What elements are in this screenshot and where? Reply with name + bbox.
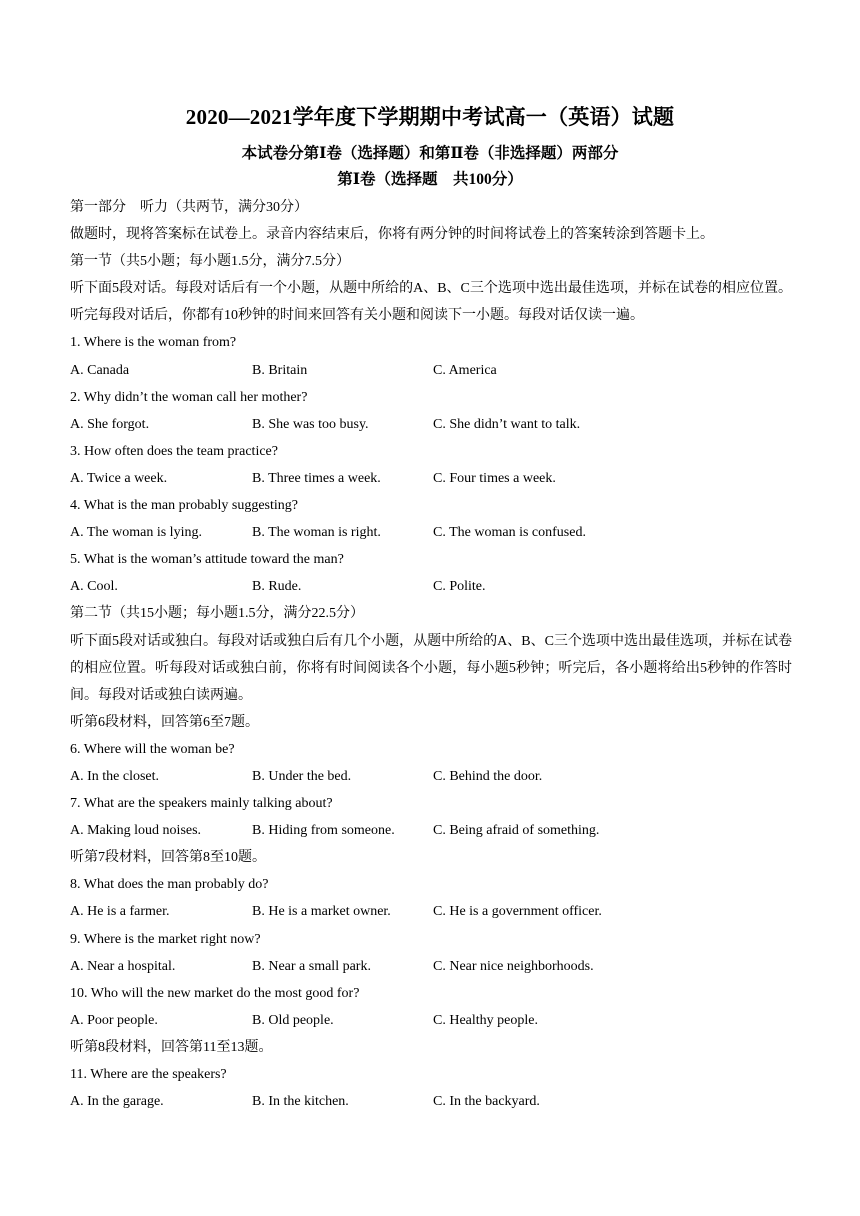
question-stem: 6. Where will the woman be? <box>70 741 235 757</box>
question-options <box>70 1007 792 1034</box>
option-c: C. Near nice neighborhoods. <box>433 958 594 974</box>
question-options <box>70 763 792 790</box>
material-note: 听第6段材料，回答第6至7题。 <box>70 714 259 730</box>
option-a: A. Making loud noises. <box>70 823 202 839</box>
question-options <box>70 411 792 438</box>
option-b: B. Near a small park. <box>252 958 371 974</box>
option-c: C. He is a government officer. <box>433 904 602 920</box>
question-stem: 3. How often does the team practice? <box>70 443 278 459</box>
question-stem: 7. What are the speakers mainly talking about? <box>70 796 333 812</box>
option-c: C. In the backyard. <box>433 1094 540 1110</box>
material-note: 听第8段材料，回答第11至13题。 <box>70 1039 273 1055</box>
question-options <box>70 357 792 384</box>
part1-instruction: 做题时，现将答案标在试卷上。录音内容结束后，你将有两分钟的时间将试卷上的答案转涂到答题卡上。 <box>70 227 714 243</box>
question-options <box>70 953 792 980</box>
exam-body <box>70 194 792 1115</box>
question-options <box>70 817 792 844</box>
option-c: C. The woman is confused. <box>433 525 586 541</box>
question-stem: 10. Who will the new market do the most good for? <box>70 985 360 1001</box>
option-b: B. Britain <box>252 362 308 378</box>
question-stem: 1. Where is the woman from? <box>70 335 237 351</box>
section2-heading: 第二节（共15小题；每小题1.5分，满分22.5分） <box>70 606 364 622</box>
option-a: A. He is a farmer. <box>70 904 170 920</box>
option-c: C. Being afraid of something. <box>433 823 600 839</box>
question-options <box>70 465 792 492</box>
question-stem: 4. What is the man probably suggesting? <box>70 498 298 514</box>
option-b: B. Rude. <box>252 579 302 595</box>
exam-title: 2020—2021学年度下学期期中考试高一（英语）试题 <box>185 105 675 129</box>
option-a: A. Near a hospital. <box>70 958 176 974</box>
option-a: A. Cool. <box>70 579 118 595</box>
option-b: B. Under the bed. <box>252 768 352 784</box>
option-c: C. She didn’t want to talk. <box>433 416 581 432</box>
option-a: A. Poor people. <box>70 1012 158 1028</box>
question-stem: 2. Why didn’t the woman call her mother? <box>70 389 308 405</box>
question-stem: 11. Where are the speakers? <box>70 1067 227 1082</box>
question-options <box>70 519 792 546</box>
question-stem: 9. Where is the market right now? <box>70 931 261 947</box>
volume-heading: 第Ⅰ卷（选择题 共100分） <box>337 171 523 188</box>
question-options <box>70 898 792 925</box>
option-c: C. America <box>433 362 497 378</box>
option-a: A. In the garage. <box>70 1094 164 1110</box>
option-a: A. The woman is lying. <box>70 525 202 541</box>
question-stem: 5. What is the woman’s attitude toward the man? <box>70 552 344 568</box>
section1-instruction: 听下面5段对话。每段对话后有一个小题，从题中所给的A、B、C三个选项中选出最佳选项，并标在试卷的相应位置。听完每段对话后，你都有10秒钟的时间来回答有关小题和阅读下一小题。每段对话仅读一遍。 <box>70 281 792 324</box>
question-options <box>70 573 792 600</box>
section2-instruction: 听下面5段对话或独白。每段对话或独白后有几个小题，从题中所给的A、B、C三个选项中选出最佳选项，并标在试卷的相应位置。听每段对话或独白前，你将有时间阅读各个小题，每小题5秒钟；听完后，各小题将给出5秒钟的作答时间。每段对话或独白读两遍。 <box>70 633 792 703</box>
option-c: C. Four times a week. <box>433 470 556 486</box>
option-a: A. Twice a week. <box>70 470 168 486</box>
option-b: B. Old people. <box>252 1012 334 1028</box>
exam-subtitle: 本试卷分第Ⅰ卷（选择题）和第Ⅱ卷（非选择题）两部分 <box>241 145 619 162</box>
question-stem: 8. What does the man probably do? <box>70 877 269 893</box>
option-a: A. In the closet. <box>70 768 160 784</box>
material-note: 听第7段材料，回答第8至10题。 <box>70 850 266 866</box>
option-a: A. She forgot. <box>70 416 150 432</box>
section1-heading: 第一节（共5小题；每小题1.5分，满分7.5分） <box>70 254 350 270</box>
question-options <box>70 1088 792 1115</box>
option-c: C. Behind the door. <box>433 768 543 784</box>
option-b: B. The woman is right. <box>252 525 381 541</box>
option-c: C. Healthy people. <box>433 1012 538 1028</box>
option-c: C. Polite. <box>433 579 486 595</box>
option-b: B. He is a market owner. <box>252 904 391 920</box>
option-b: B. She was too busy. <box>252 416 369 432</box>
option-b: B. Hiding from someone. <box>252 823 395 839</box>
option-b: B. Three times a week. <box>252 470 381 486</box>
part1-heading: 第一部分 听力（共两节，满分30分） <box>70 200 308 215</box>
option-b: B. In the kitchen. <box>252 1094 349 1110</box>
option-a: A. Canada <box>70 362 130 378</box>
